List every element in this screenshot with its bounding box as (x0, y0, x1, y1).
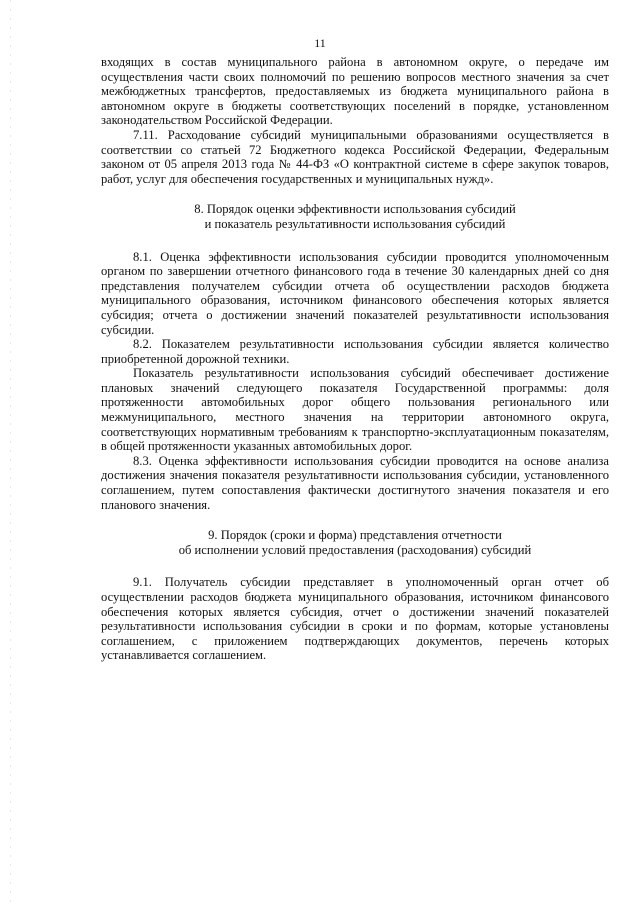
section-9-heading (101, 528, 609, 557)
document-body (101, 55, 609, 663)
paragraph-continuation: входящих в состав муниципального района в автономном округе, о передаче им осуществления части своих полномочий по решению вопросов местного значения за счет межбюджетных трансфертов, предоставляемых из бюджета муниципального района в автономном округе в бюджеты соответствующих поселений в порядке, установленном законодательством Российской Федерации. (101, 55, 609, 128)
section-8-heading (101, 202, 609, 231)
paragraph-8-3: 8.3. Оценка эффективности использования субсидии проводится на основе анализа достижения значения показателя результативности использования субсидии, установленного соглашением, путем сопоставления фактически достигнутого значения показателя и его планового значения. (101, 453, 609, 512)
paragraph-7-11: 7.11. Расходование субсидий муниципальными образованиями осуществляется в соответствии со статьей 72 Бюджетного кодекса Российской Федерации, Федеральным законом от 05 апреля 2013 года № 44-ФЗ «О контрактной системе в сфере закупок товаров, работ, услуг для обеспечения государственных и муниципальных нужд». (101, 127, 609, 186)
section-9-heading-line1: 9. Порядок (сроки и форма) представления отчетности (208, 528, 502, 543)
section-8-heading-line1: 8. Порядок оценки эффективности использования субсидий (194, 202, 516, 217)
paragraph-8-1: 8.1. Оценка эффективности использования субсидии проводится уполномоченным органом по завершении отчетного финансового года в течение 30 календарных дней со дня представления получателем субсидии отчета об осуществлении расходов бюджета муниципального образования, источником финансового обеспечения которых является субсидия; отчета о достижении значений показателей результативности использования субсидии. (101, 249, 609, 337)
paragraph-indicator: Показатель результативности использования субсидий обеспечивает достижение плановых значений следующего показателя Государственной программы: доля протяженности автомобильных дорог общего пользования регионального или межмуниципального, местного значения на территории автономного округа, соответствующих нормативным требованиям к транспортно-эксплуатационным показателям, в общей протяженности указанных автомобильных дорог. (101, 366, 609, 454)
scan-edge-artifact (10, 0, 11, 905)
page-number: 11 (314, 36, 326, 50)
paragraph-9-1: 9.1. Получатель субсидии представляет в уполномоченный орган отчет об осуществлении расходов бюджета муниципального образования, источником финансового обеспечения которых является субсидия, отчет о достижении значений показателей результативности использования субсидии в сроки и по формам, которые установлены соглашением, с приложением подтверждающих документов, перечень которых устанавливается соглашением. (101, 575, 609, 663)
section-8-heading-line2: и показатель результативности использования субсидий (204, 216, 506, 231)
paragraph-8-2: 8.2. Показателем результативности использования субсидии является количество приобретенной дорожной техники. (101, 337, 609, 366)
section-9-heading-line2: об исполнении условий предоставления (расходования) субсидий (178, 542, 532, 557)
